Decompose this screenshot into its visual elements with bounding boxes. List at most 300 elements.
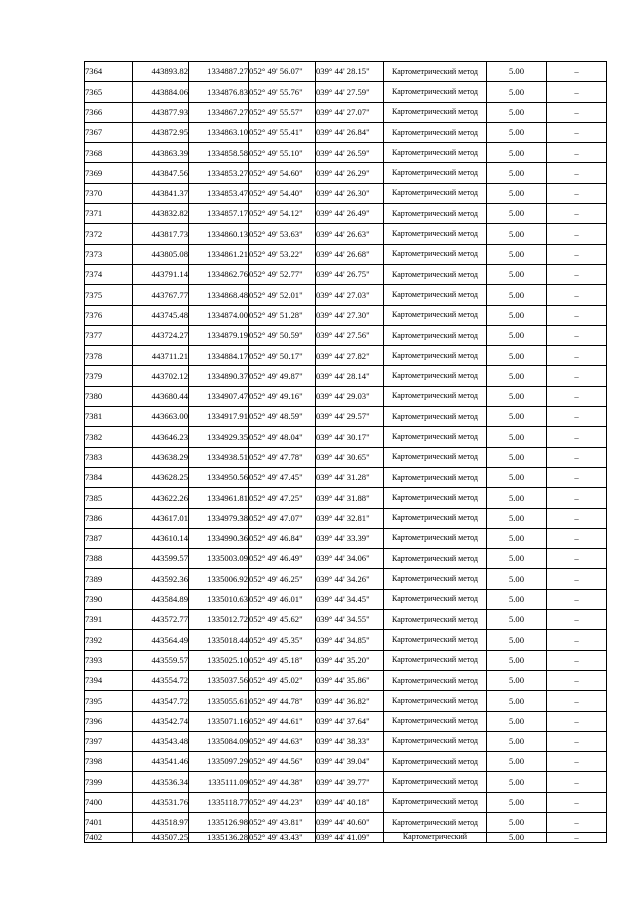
note-cell: – — [547, 122, 607, 142]
y-coordinate-cell: 1334857.17 — [189, 204, 249, 224]
latitude-cell: 052° 49' 54.40" — [249, 183, 316, 203]
accuracy-cell: 5.00 — [487, 569, 547, 589]
y-coordinate-cell: 1334876.83 — [189, 82, 249, 102]
method-cell: Картометрический метод — [384, 528, 487, 548]
point-number-cell: 7383 — [85, 447, 133, 467]
point-number-cell: 7385 — [85, 488, 133, 508]
latitude-cell: 052° 49' 53.63" — [249, 224, 316, 244]
note-cell: – — [547, 285, 607, 305]
note-cell: – — [547, 589, 607, 609]
y-coordinate-cell: 1334858.58 — [189, 143, 249, 163]
accuracy-cell: 5.00 — [487, 122, 547, 142]
method-cell: Картометрический метод — [384, 407, 487, 427]
accuracy-cell: 5.00 — [487, 833, 547, 843]
note-cell: – — [547, 650, 607, 670]
method-cell: Картометрический метод — [384, 569, 487, 589]
note-cell: – — [547, 82, 607, 102]
point-number-cell: 7392 — [85, 630, 133, 650]
accuracy-cell: 5.00 — [487, 488, 547, 508]
accuracy-cell: 5.00 — [487, 528, 547, 548]
longitude-cell: 039° 44' 36.82" — [316, 691, 384, 711]
y-coordinate-cell: 1334961.81 — [189, 488, 249, 508]
table-row — [85, 792, 607, 812]
longitude-cell: 039° 44' 26.30" — [316, 183, 384, 203]
latitude-cell: 052° 49' 46.84" — [249, 528, 316, 548]
point-number-cell: 7369 — [85, 163, 133, 183]
longitude-cell: 039° 44' 34.26" — [316, 569, 384, 589]
x-coordinate-cell: 443767.77 — [133, 285, 189, 305]
x-coordinate-cell: 443542.74 — [133, 711, 189, 731]
method-cell: Картометрический метод — [384, 163, 487, 183]
longitude-cell: 039° 44' 27.59" — [316, 82, 384, 102]
accuracy-cell: 5.00 — [487, 204, 547, 224]
y-coordinate-cell: 1335111.09 — [189, 772, 249, 792]
latitude-cell: 052° 49' 55.76" — [249, 82, 316, 102]
latitude-cell: 052° 49' 46.01" — [249, 589, 316, 609]
note-cell: – — [547, 163, 607, 183]
longitude-cell: 039° 44' 26.84" — [316, 122, 384, 142]
table-row — [85, 386, 607, 406]
note-cell: – — [547, 102, 607, 122]
latitude-cell: 052° 49' 52.01" — [249, 285, 316, 305]
table-body — [85, 62, 607, 843]
note-cell: – — [547, 812, 607, 832]
accuracy-cell: 5.00 — [487, 62, 547, 82]
latitude-cell: 052° 49' 50.59" — [249, 325, 316, 345]
point-number-cell: 7376 — [85, 305, 133, 325]
point-number-cell: 7380 — [85, 386, 133, 406]
longitude-cell: 039° 44' 29.57" — [316, 407, 384, 427]
point-number-cell: 7386 — [85, 508, 133, 528]
latitude-cell: 052° 49' 44.38" — [249, 772, 316, 792]
note-cell: – — [547, 244, 607, 264]
method-cell: Картометрический метод — [384, 549, 487, 569]
accuracy-cell: 5.00 — [487, 82, 547, 102]
longitude-cell: 039° 44' 37.64" — [316, 711, 384, 731]
y-coordinate-cell: 1334950.56 — [189, 467, 249, 487]
point-number-cell: 7400 — [85, 792, 133, 812]
latitude-cell: 052° 49' 45.18" — [249, 650, 316, 670]
x-coordinate-cell: 443536.34 — [133, 772, 189, 792]
y-coordinate-cell: 1335012.72 — [189, 610, 249, 630]
method-cell: Картометрический метод — [384, 325, 487, 345]
longitude-cell: 039° 44' 26.63" — [316, 224, 384, 244]
y-coordinate-cell: 1335018.44 — [189, 630, 249, 650]
point-number-cell: 7395 — [85, 691, 133, 711]
accuracy-cell: 5.00 — [487, 102, 547, 122]
point-number-cell: 7364 — [85, 62, 133, 82]
note-cell: – — [547, 447, 607, 467]
x-coordinate-cell: 443791.14 — [133, 264, 189, 284]
point-number-cell: 7384 — [85, 467, 133, 487]
longitude-cell: 039° 44' 27.30" — [316, 305, 384, 325]
point-number-cell: 7387 — [85, 528, 133, 548]
y-coordinate-cell: 1334890.37 — [189, 366, 249, 386]
table-row — [85, 447, 607, 467]
note-cell: – — [547, 569, 607, 589]
y-coordinate-cell: 1334868.48 — [189, 285, 249, 305]
longitude-cell: 039° 44' 31.88" — [316, 488, 384, 508]
x-coordinate-cell: 443646.23 — [133, 427, 189, 447]
longitude-cell: 039° 44' 27.03" — [316, 285, 384, 305]
latitude-cell: 052° 49' 45.35" — [249, 630, 316, 650]
latitude-cell: 052° 49' 46.49" — [249, 549, 316, 569]
longitude-cell: 039° 44' 30.65" — [316, 447, 384, 467]
accuracy-cell: 5.00 — [487, 691, 547, 711]
point-number-cell: 7394 — [85, 670, 133, 690]
y-coordinate-cell: 1334853.27 — [189, 163, 249, 183]
method-cell: Картометрический метод — [384, 752, 487, 772]
latitude-cell: 052° 49' 54.60" — [249, 163, 316, 183]
point-number-cell: 7377 — [85, 325, 133, 345]
y-coordinate-cell: 1334938.51 — [189, 447, 249, 467]
point-number-cell: 7381 — [85, 407, 133, 427]
note-cell: – — [547, 183, 607, 203]
point-number-cell: 7366 — [85, 102, 133, 122]
longitude-cell: 039° 44' 38.33" — [316, 731, 384, 751]
point-number-cell: 7373 — [85, 244, 133, 264]
accuracy-cell: 5.00 — [487, 346, 547, 366]
point-number-cell: 7367 — [85, 122, 133, 142]
point-number-cell: 7398 — [85, 752, 133, 772]
longitude-cell: 039° 44' 34.06" — [316, 549, 384, 569]
longitude-cell: 039° 44' 29.03" — [316, 386, 384, 406]
note-cell: – — [547, 528, 607, 548]
x-coordinate-cell: 443617.01 — [133, 508, 189, 528]
note-cell: – — [547, 386, 607, 406]
latitude-cell: 052° 49' 47.45" — [249, 467, 316, 487]
table-row — [85, 82, 607, 102]
longitude-cell: 039° 44' 28.15" — [316, 62, 384, 82]
x-coordinate-cell: 443893.82 — [133, 62, 189, 82]
accuracy-cell: 5.00 — [487, 670, 547, 690]
point-number-cell: 7379 — [85, 366, 133, 386]
note-cell: – — [547, 610, 607, 630]
latitude-cell: 052° 49' 49.87" — [249, 366, 316, 386]
table-row — [85, 244, 607, 264]
table-row — [85, 833, 607, 843]
note-cell: – — [547, 731, 607, 751]
method-cell: Картометрический метод — [384, 285, 487, 305]
longitude-cell: 039° 44' 40.60" — [316, 812, 384, 832]
method-cell: Картометрический метод — [384, 711, 487, 731]
latitude-cell: 052° 49' 53.22" — [249, 244, 316, 264]
note-cell: – — [547, 752, 607, 772]
point-number-cell: 7390 — [85, 589, 133, 609]
note-cell: – — [547, 427, 607, 447]
longitude-cell: 039° 44' 35.20" — [316, 650, 384, 670]
method-cell: Картометрический метод — [384, 183, 487, 203]
x-coordinate-cell: 443554.72 — [133, 670, 189, 690]
method-cell: Картометрический метод — [384, 366, 487, 386]
y-coordinate-cell: 1334907.47 — [189, 386, 249, 406]
point-number-cell: 7368 — [85, 143, 133, 163]
x-coordinate-cell: 443872.95 — [133, 122, 189, 142]
method-cell: Картометрический метод — [384, 386, 487, 406]
x-coordinate-cell: 443518.97 — [133, 812, 189, 832]
accuracy-cell: 5.00 — [487, 711, 547, 731]
table-row — [85, 183, 607, 203]
table-row — [85, 346, 607, 366]
method-cell: Картометрический метод — [384, 102, 487, 122]
longitude-cell: 039° 44' 34.55" — [316, 610, 384, 630]
accuracy-cell: 5.00 — [487, 224, 547, 244]
longitude-cell: 039° 44' 26.49" — [316, 204, 384, 224]
longitude-cell: 039° 44' 26.29" — [316, 163, 384, 183]
accuracy-cell: 5.00 — [487, 752, 547, 772]
method-cell: Картометрический метод — [384, 62, 487, 82]
method-cell: Картометрический метод — [384, 772, 487, 792]
table-row — [85, 569, 607, 589]
y-coordinate-cell: 1335037.56 — [189, 670, 249, 690]
latitude-cell: 052° 49' 43.81" — [249, 812, 316, 832]
note-cell: – — [547, 670, 607, 690]
longitude-cell: 039° 44' 34.45" — [316, 589, 384, 609]
point-number-cell: 7402 — [85, 833, 133, 843]
accuracy-cell: 5.00 — [487, 549, 547, 569]
method-cell: Картометрический метод — [384, 792, 487, 812]
x-coordinate-cell: 443564.49 — [133, 630, 189, 650]
longitude-cell: 039° 44' 34.85" — [316, 630, 384, 650]
note-cell: – — [547, 62, 607, 82]
method-cell: Картометрический метод — [384, 305, 487, 325]
method-cell: Картометрический метод — [384, 691, 487, 711]
latitude-cell: 052° 49' 55.41" — [249, 122, 316, 142]
method-cell: Картометрический метод — [384, 143, 487, 163]
point-number-cell: 7397 — [85, 731, 133, 751]
note-cell: – — [547, 264, 607, 284]
latitude-cell: 052° 49' 44.56" — [249, 752, 316, 772]
y-coordinate-cell: 1334861.21 — [189, 244, 249, 264]
y-coordinate-cell: 1335071.16 — [189, 711, 249, 731]
table-row — [85, 508, 607, 528]
table-row — [85, 204, 607, 224]
x-coordinate-cell: 443622.26 — [133, 488, 189, 508]
x-coordinate-cell: 443832.82 — [133, 204, 189, 224]
x-coordinate-cell: 443572.77 — [133, 610, 189, 630]
longitude-cell: 039° 44' 28.14" — [316, 366, 384, 386]
latitude-cell: 052° 49' 44.61" — [249, 711, 316, 731]
latitude-cell: 052° 49' 55.57" — [249, 102, 316, 122]
x-coordinate-cell: 443584.89 — [133, 589, 189, 609]
x-coordinate-cell: 443599.57 — [133, 549, 189, 569]
point-number-cell: 7374 — [85, 264, 133, 284]
method-cell: Картометрический метод — [384, 346, 487, 366]
note-cell: – — [547, 407, 607, 427]
x-coordinate-cell: 443711.21 — [133, 346, 189, 366]
x-coordinate-cell: 443724.27 — [133, 325, 189, 345]
accuracy-cell: 5.00 — [487, 305, 547, 325]
x-coordinate-cell: 443531.76 — [133, 792, 189, 812]
table-row — [85, 772, 607, 792]
method-cell: Картометрический метод — [384, 589, 487, 609]
latitude-cell: 052° 49' 44.63" — [249, 731, 316, 751]
accuracy-cell: 5.00 — [487, 792, 547, 812]
accuracy-cell: 5.00 — [487, 650, 547, 670]
table-row — [85, 407, 607, 427]
x-coordinate-cell: 443543.48 — [133, 731, 189, 751]
y-coordinate-cell: 1334917.91 — [189, 407, 249, 427]
table-row — [85, 528, 607, 548]
x-coordinate-cell: 443805.08 — [133, 244, 189, 264]
y-coordinate-cell: 1334879.19 — [189, 325, 249, 345]
latitude-cell: 052° 49' 45.62" — [249, 610, 316, 630]
accuracy-cell: 5.00 — [487, 325, 547, 345]
accuracy-cell: 5.00 — [487, 143, 547, 163]
y-coordinate-cell: 1335010.63 — [189, 589, 249, 609]
table-row — [85, 143, 607, 163]
note-cell: – — [547, 305, 607, 325]
point-number-cell: 7401 — [85, 812, 133, 832]
y-coordinate-cell: 1334884.17 — [189, 346, 249, 366]
note-cell: – — [547, 630, 607, 650]
note-cell: – — [547, 366, 607, 386]
x-coordinate-cell: 443680.44 — [133, 386, 189, 406]
note-cell: – — [547, 325, 607, 345]
note-cell: – — [547, 772, 607, 792]
x-coordinate-cell: 443547.72 — [133, 691, 189, 711]
y-coordinate-cell: 1335118.77 — [189, 792, 249, 812]
accuracy-cell: 5.00 — [487, 447, 547, 467]
method-cell: Картометрический метод — [384, 122, 487, 142]
point-number-cell: 7391 — [85, 610, 133, 630]
method-cell: Картометрический метод — [384, 244, 487, 264]
point-number-cell: 7370 — [85, 183, 133, 203]
latitude-cell: 052° 49' 54.12" — [249, 204, 316, 224]
longitude-cell: 039° 44' 31.28" — [316, 467, 384, 487]
table-row — [85, 589, 607, 609]
note-cell: – — [547, 346, 607, 366]
method-cell: Картометрический метод — [384, 650, 487, 670]
y-coordinate-cell: 1334860.13 — [189, 224, 249, 244]
accuracy-cell: 5.00 — [487, 407, 547, 427]
method-cell: Картометрический метод — [384, 731, 487, 751]
accuracy-cell: 5.00 — [487, 508, 547, 528]
latitude-cell: 052° 49' 47.78" — [249, 447, 316, 467]
latitude-cell: 052° 49' 50.17" — [249, 346, 316, 366]
method-cell: Картометрический метод — [384, 82, 487, 102]
longitude-cell: 039° 44' 27.56" — [316, 325, 384, 345]
method-cell: Картометрический метод — [384, 427, 487, 447]
method-cell: Картометрический метод — [384, 264, 487, 284]
x-coordinate-cell: 443663.00 — [133, 407, 189, 427]
method-cell: Картометрический метод — [384, 488, 487, 508]
latitude-cell: 052° 49' 43.43" — [249, 833, 316, 843]
point-number-cell: 7399 — [85, 772, 133, 792]
x-coordinate-cell: 443817.73 — [133, 224, 189, 244]
y-coordinate-cell: 1335126.98 — [189, 812, 249, 832]
longitude-cell: 039° 44' 39.04" — [316, 752, 384, 772]
method-cell: Картометрический метод — [384, 812, 487, 832]
accuracy-cell: 5.00 — [487, 183, 547, 203]
longitude-cell: 039° 44' 27.82" — [316, 346, 384, 366]
accuracy-cell: 5.00 — [487, 610, 547, 630]
y-coordinate-cell: 1334863.10 — [189, 122, 249, 142]
x-coordinate-cell: 443877.93 — [133, 102, 189, 122]
y-coordinate-cell: 1334853.47 — [189, 183, 249, 203]
note-cell: – — [547, 691, 607, 711]
latitude-cell: 052° 49' 49.16" — [249, 386, 316, 406]
x-coordinate-cell: 443610.14 — [133, 528, 189, 548]
accuracy-cell: 5.00 — [487, 467, 547, 487]
note-cell: – — [547, 549, 607, 569]
latitude-cell: 052° 49' 52.77" — [249, 264, 316, 284]
accuracy-cell: 5.00 — [487, 163, 547, 183]
table-row — [85, 691, 607, 711]
table-row — [85, 285, 607, 305]
y-coordinate-cell: 1335025.10 — [189, 650, 249, 670]
accuracy-cell: 5.00 — [487, 244, 547, 264]
note-cell: – — [547, 488, 607, 508]
note-cell: – — [547, 792, 607, 812]
coordinates-table — [84, 61, 607, 843]
point-number-cell: 7396 — [85, 711, 133, 731]
point-number-cell: 7389 — [85, 569, 133, 589]
longitude-cell: 039° 44' 32.81" — [316, 508, 384, 528]
point-number-cell: 7365 — [85, 82, 133, 102]
x-coordinate-cell: 443507.25 — [133, 833, 189, 843]
table-row — [85, 366, 607, 386]
table-row — [85, 305, 607, 325]
point-number-cell: 7393 — [85, 650, 133, 670]
table-row — [85, 488, 607, 508]
longitude-cell: 039° 44' 30.17" — [316, 427, 384, 447]
longitude-cell: 039° 44' 26.75" — [316, 264, 384, 284]
table-row — [85, 711, 607, 731]
note-cell: – — [547, 224, 607, 244]
y-coordinate-cell: 1334887.27 — [189, 62, 249, 82]
y-coordinate-cell: 1334979.38 — [189, 508, 249, 528]
table-row — [85, 224, 607, 244]
method-cell: Картометрический метод — [384, 610, 487, 630]
method-cell: Картометрический метод — [384, 630, 487, 650]
latitude-cell: 052° 49' 56.07" — [249, 62, 316, 82]
table-row — [85, 427, 607, 447]
y-coordinate-cell: 1335003.09 — [189, 549, 249, 569]
point-number-cell: 7371 — [85, 204, 133, 224]
table-row — [85, 752, 607, 772]
accuracy-cell: 5.00 — [487, 427, 547, 447]
point-number-cell: 7375 — [85, 285, 133, 305]
latitude-cell: 052° 49' 48.59" — [249, 407, 316, 427]
x-coordinate-cell: 443638.29 — [133, 447, 189, 467]
point-number-cell: 7388 — [85, 549, 133, 569]
latitude-cell: 052° 49' 48.04" — [249, 427, 316, 447]
table-row — [85, 163, 607, 183]
y-coordinate-cell: 1334990.36 — [189, 528, 249, 548]
point-number-cell: 7382 — [85, 427, 133, 447]
table-row — [85, 650, 607, 670]
note-cell: – — [547, 833, 607, 843]
note-cell: – — [547, 508, 607, 528]
latitude-cell: 052° 49' 51.28" — [249, 305, 316, 325]
method-cell: Картометрический метод — [384, 204, 487, 224]
method-cell: Картометрический метод — [384, 467, 487, 487]
x-coordinate-cell: 443702.12 — [133, 366, 189, 386]
x-coordinate-cell: 443863.39 — [133, 143, 189, 163]
accuracy-cell: 5.00 — [487, 731, 547, 751]
accuracy-cell: 5.00 — [487, 772, 547, 792]
method-cell: Картометрический метод — [384, 508, 487, 528]
y-coordinate-cell: 1335006.92 — [189, 569, 249, 589]
accuracy-cell: 5.00 — [487, 386, 547, 406]
x-coordinate-cell: 443628.25 — [133, 467, 189, 487]
latitude-cell: 052° 49' 45.02" — [249, 670, 316, 690]
method-cell: Картометрический метод — [384, 224, 487, 244]
longitude-cell: 039° 44' 41.09" — [316, 833, 384, 843]
longitude-cell: 039° 44' 26.68" — [316, 244, 384, 264]
y-coordinate-cell: 1335097.29 — [189, 752, 249, 772]
